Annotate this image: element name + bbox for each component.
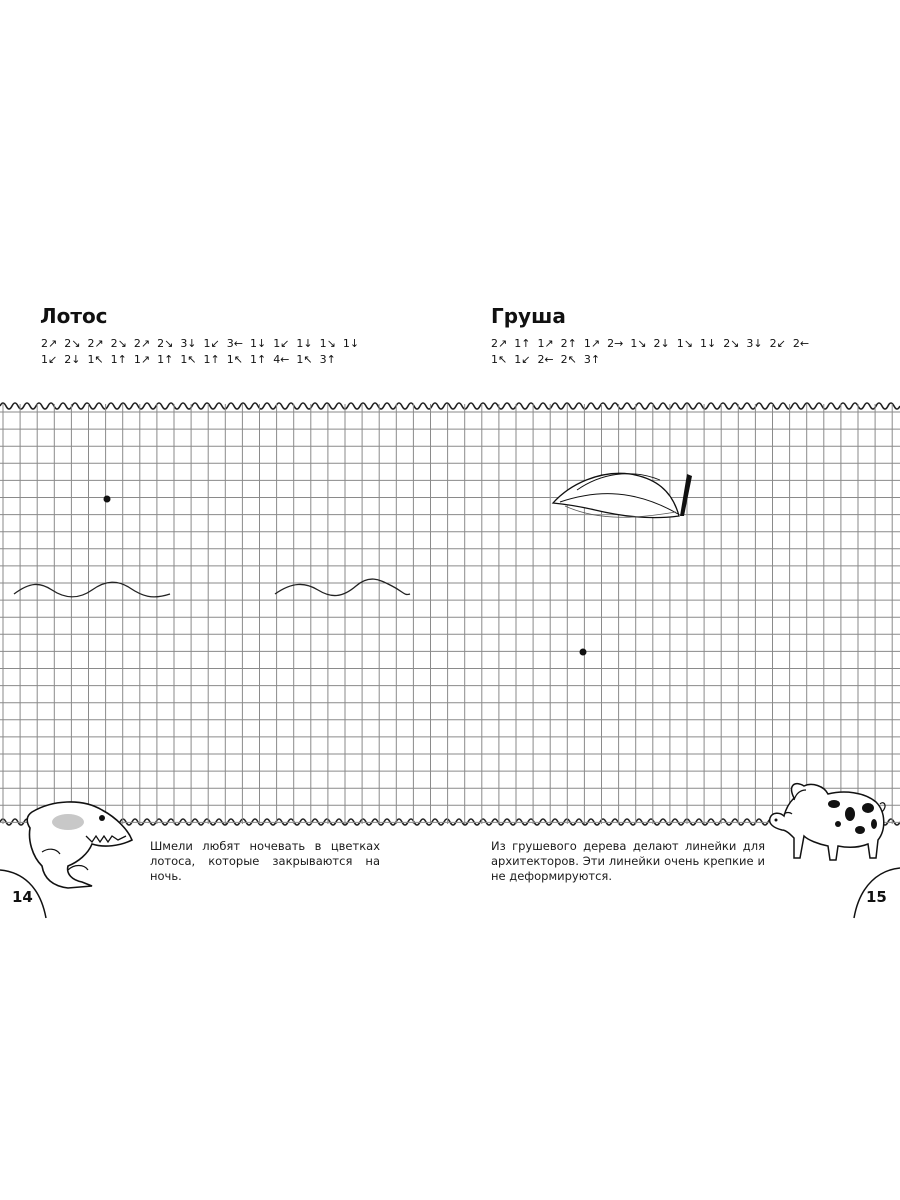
left-start-dot xyxy=(104,496,111,503)
dictation-step: 3↓ xyxy=(746,337,763,350)
drawing-grid[interactable] xyxy=(0,404,900,824)
dictation-step: 2↘ xyxy=(723,337,740,350)
dictation-step: 3↑ xyxy=(583,353,601,366)
dictation-step: 1↑ xyxy=(203,353,220,366)
dictation-step: 1↑ xyxy=(110,353,127,366)
dictation-step: 2↘ xyxy=(64,337,81,350)
dictation-step: 1↖ xyxy=(491,353,508,366)
left-sequence-line-2 xyxy=(41,352,343,368)
dictation-step: 2← xyxy=(792,337,810,350)
left-page-number: 14 xyxy=(12,888,33,906)
right-sequence-line-2 xyxy=(491,352,607,368)
dictation-step: 2← xyxy=(537,353,554,366)
dictation-step: 1↗ xyxy=(583,337,601,350)
dictation-step: 1↑ xyxy=(249,353,267,366)
dictation-step: 2↗ xyxy=(491,337,508,350)
dictation-step: 2↗ xyxy=(133,337,151,350)
dictation-step: 2↓ xyxy=(653,337,670,350)
dictation-step: 1↑ xyxy=(514,337,531,350)
dictation-step: 1↖ xyxy=(180,353,197,366)
pig-icon xyxy=(764,778,890,868)
dictation-step: 1↓ xyxy=(249,337,267,350)
water-wave-middle xyxy=(275,579,410,596)
right-sequence-line-1 xyxy=(491,336,816,352)
right-fact-text: Из грушевого дерева делают линейки для архитекторов. Эти линейки очень крепкие и не деформируются. xyxy=(491,839,765,883)
dictation-step: 2↗ xyxy=(87,337,104,350)
dictation-step: 1↗ xyxy=(133,353,151,366)
dictation-step: 1↗ xyxy=(537,337,554,350)
dictation-step: 1↖ xyxy=(296,353,313,366)
dictation-step: 1↓ xyxy=(296,337,313,350)
left-sequence-line-1 xyxy=(41,336,366,352)
left-page-title: Лотос xyxy=(40,304,108,328)
dictation-step: 2↘ xyxy=(157,337,174,350)
dictation-step: 3← xyxy=(226,337,243,350)
dictation-step: 3↑ xyxy=(319,353,336,366)
dictation-step: 1↘ xyxy=(630,337,647,350)
dictation-step: 1↙ xyxy=(203,337,220,350)
dictation-step: 2↓ xyxy=(64,353,81,366)
dictation-step: 1↘ xyxy=(676,337,693,350)
dictation-step: 1↓ xyxy=(342,337,360,350)
dictation-step: 2↘ xyxy=(110,337,127,350)
dictation-step: 4← xyxy=(273,353,290,366)
right-start-dot xyxy=(580,649,587,656)
dictation-step: 2↙ xyxy=(769,337,786,350)
dictation-step: 2↑ xyxy=(560,337,577,350)
dictation-step: 1↑ xyxy=(157,353,174,366)
dictation-step: 1↘ xyxy=(319,337,336,350)
dictation-step: 1↖ xyxy=(87,353,104,366)
dictation-step: 1↖ xyxy=(226,353,243,366)
dictation-step: 1↓ xyxy=(699,337,717,350)
left-fact-text: Шмели любят ночевать в цветках лотоса, которые закрываются на ночь. xyxy=(150,839,380,883)
dictation-step: 1↙ xyxy=(41,353,58,366)
dictation-step: 1↙ xyxy=(514,353,531,366)
dictation-step: 2→ xyxy=(607,337,624,350)
shark-icon xyxy=(22,792,137,892)
right-page-title: Груша xyxy=(491,304,566,328)
right-page-number: 15 xyxy=(866,888,887,906)
dictation-step: 2↖ xyxy=(560,353,577,366)
dictation-step: 1↙ xyxy=(273,337,290,350)
dictation-step: 2↗ xyxy=(41,337,58,350)
dictation-step: 3↓ xyxy=(180,337,197,350)
